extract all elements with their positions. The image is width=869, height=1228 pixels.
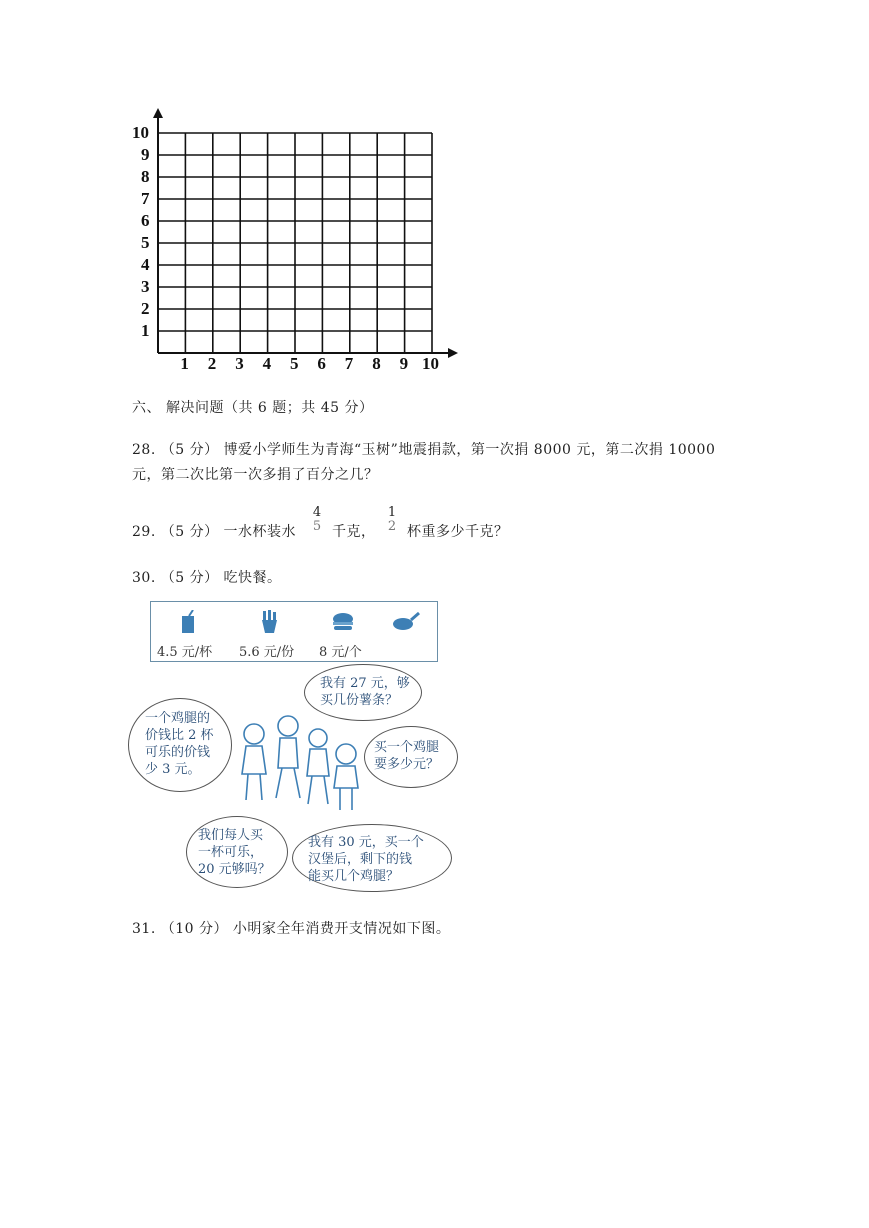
cup-icon	[179, 610, 197, 634]
q29-suffix: 杯重多少千克？	[407, 524, 509, 540]
bubble-text-4: 我们每人买 一杯可乐， 20 元够吗？	[198, 828, 271, 877]
q29-prefix: 29. （5 分） 一水杯装水	[132, 524, 297, 540]
bubble-text-5: 我有 30 元，买一个 汉堡后，剩下的钱 能买几个鸡腿？	[308, 835, 424, 884]
drumstick-icon	[391, 610, 421, 632]
fraction-denominator: 5	[312, 519, 322, 534]
burger-icon	[331, 612, 355, 632]
x-tick-label: 3	[235, 354, 244, 373]
fraction-denominator: 2	[387, 519, 397, 534]
fries-icon	[259, 610, 279, 634]
q28-line1: 28. （5 分） 博爱小学师生为青海“玉树”地震捐款，第一次捐 8000 元，第二次捐 10000	[132, 442, 716, 458]
grid-svg	[128, 104, 468, 374]
y-tick-label: 9	[141, 145, 150, 164]
menu-board	[150, 601, 438, 662]
y-tick-label: 1	[141, 321, 150, 340]
q30-title: 30. （5 分） 吃快餐。	[132, 570, 282, 586]
y-tick-label: 6	[141, 211, 150, 230]
bubble-text-2: 我有 27 元，够 买几份薯条？	[320, 676, 410, 708]
y-tick-label: 4	[141, 255, 150, 274]
fraction-numerator: 1	[387, 505, 397, 520]
y-tick-label: 7	[141, 189, 150, 208]
y-tick-label: 2	[141, 299, 150, 318]
y-tick-label: 3	[141, 277, 150, 296]
x-tick-label: 1	[180, 354, 189, 373]
q28-line2: 元，第二次比第一次多捐了百分之几？	[132, 467, 379, 483]
x-tick-label: 2	[207, 354, 217, 373]
x-tick-label: 6	[317, 354, 326, 373]
x-axis-arrow	[448, 348, 458, 358]
x-tick-label: 5	[290, 354, 299, 373]
bubble-text-1: 一个鸡腿的 价钱比 2 杯 可乐的价钱 少 3 元。	[145, 711, 214, 777]
y-tick-label: 5	[141, 233, 150, 252]
grid-lines	[158, 133, 432, 353]
menu-price-fries: 5.6 元/份	[239, 645, 295, 660]
children-illustration	[226, 712, 376, 812]
fraction-one-half	[386, 506, 398, 534]
q31-title: 31. （10 分） 小明家全年消费开支情况如下图。	[132, 921, 451, 937]
section-title: 六、 解决问题（共 6 题；共 45 分）	[132, 400, 374, 416]
x-tick-label: 10	[422, 354, 439, 373]
menu-price-cola: 4.5 元/杯	[157, 645, 213, 660]
bubble-text-3: 买一个鸡腿 要多少元？	[374, 740, 440, 772]
y-tick-label: 10	[132, 123, 149, 142]
y-tick-label: 8	[141, 167, 150, 186]
x-tick-label: 9	[399, 354, 409, 373]
coordinate-grid	[128, 104, 468, 374]
menu-price-burger: 8 元/个	[319, 645, 362, 660]
y-axis-arrow	[153, 108, 163, 118]
fraction-numerator: 4	[312, 505, 322, 520]
q29-mid: 千克，	[332, 524, 376, 540]
fraction-four-fifths	[311, 506, 323, 534]
x-tick-label: 7	[344, 354, 354, 373]
x-tick-label: 4	[262, 354, 272, 373]
x-tick-label: 8	[372, 354, 381, 373]
